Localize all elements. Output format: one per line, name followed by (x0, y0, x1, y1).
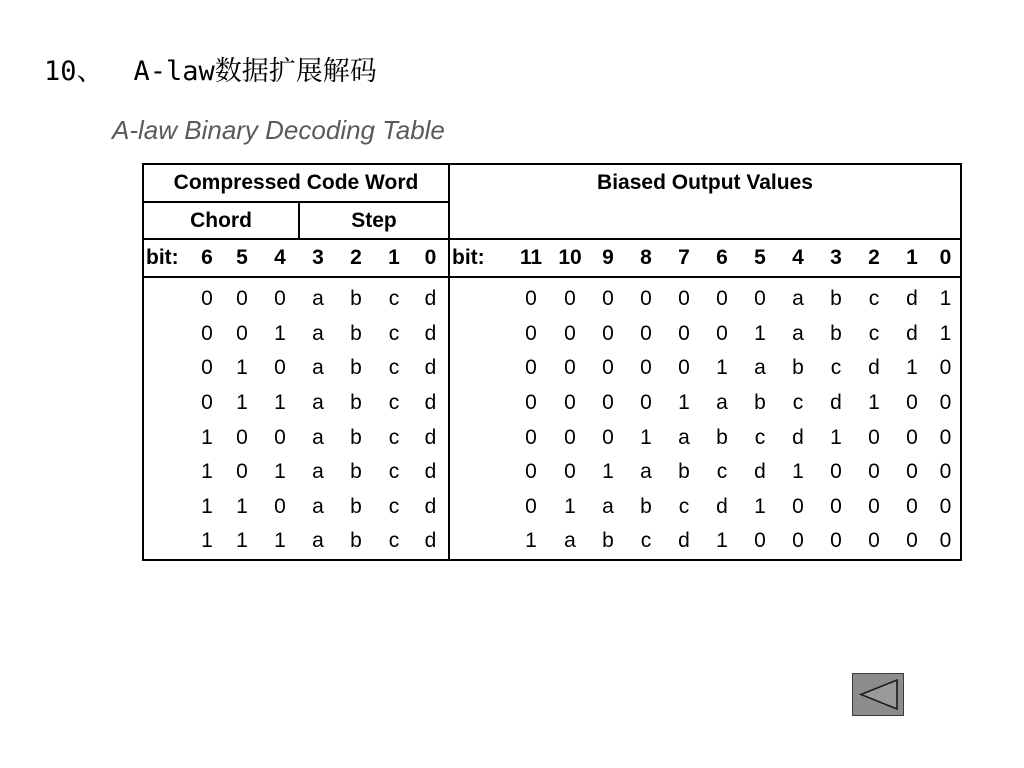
output-cell: 0 (564, 356, 576, 380)
code-cell: a (312, 460, 324, 484)
output-cell: 0 (678, 287, 690, 311)
output-cell: 1 (830, 425, 842, 449)
code-cell: b (350, 425, 362, 449)
table-row (143, 277, 961, 317)
output-cell: 0 (602, 356, 614, 380)
table-body (143, 277, 961, 560)
code-cell: c (388, 494, 400, 518)
code-cell: 1 (236, 529, 248, 553)
output-cell: 0 (602, 287, 614, 311)
code-cell: a (312, 287, 324, 311)
step-header: Step (299, 202, 449, 239)
output-cell: 0 (754, 287, 766, 311)
code-cell: d (424, 356, 437, 380)
output-cell: 0 (868, 494, 880, 518)
row-spacer (449, 490, 511, 525)
output-cell: b (602, 529, 614, 553)
code-cell: 0 (274, 494, 286, 518)
output-cell: 0 (525, 460, 537, 484)
bit-header-cell: 4 (779, 239, 817, 277)
code-cell: d (424, 460, 437, 484)
bit-header-cell: 6 (703, 239, 741, 277)
output-cell: 0 (602, 425, 614, 449)
code-cell: 0 (201, 287, 213, 311)
output-cell: 1 (678, 391, 690, 415)
row-spacer (449, 420, 511, 455)
row-spacer (143, 524, 191, 560)
code-cell: d (424, 494, 437, 518)
output-cell: b (678, 460, 690, 484)
output-cell: d (754, 460, 766, 484)
output-cell: 0 (564, 425, 576, 449)
bit-header-cell: 11 (511, 239, 551, 277)
code-cell: b (350, 529, 362, 553)
output-cell: 0 (678, 356, 690, 380)
row-spacer (449, 455, 511, 490)
output-cell: 0 (678, 321, 690, 345)
output-cell: d (792, 425, 804, 449)
output-cell: 0 (906, 391, 918, 415)
output-cell: 1 (754, 494, 766, 518)
code-cell: d (424, 321, 437, 345)
row-spacer (143, 386, 191, 421)
table-title: A-law Binary Decoding Table (112, 115, 445, 145)
output-cell: 0 (716, 287, 728, 311)
output-cell: 1 (939, 287, 952, 311)
output-cell: c (830, 356, 842, 380)
code-cell: b (350, 391, 362, 415)
output-cell: 0 (525, 321, 537, 345)
output-cell: 0 (525, 494, 537, 518)
output-cell: 1 (939, 321, 952, 345)
output-cell: 0 (868, 460, 880, 484)
output-cell: b (830, 321, 842, 345)
code-cell: c (388, 287, 400, 311)
chord-header: Chord (143, 202, 299, 239)
output-cell: 0 (939, 356, 952, 380)
output-cell: 0 (564, 287, 576, 311)
bit-header-cell: 5 (223, 239, 261, 277)
output-cell: 0 (792, 529, 804, 553)
output-cell: 0 (868, 529, 880, 553)
code-cell: b (350, 356, 362, 380)
code-cell: d (424, 425, 437, 449)
output-cell: 0 (939, 494, 952, 518)
output-cell: d (906, 287, 918, 311)
table-row (143, 317, 961, 352)
output-cell: 0 (939, 425, 952, 449)
code-cell: 1 (236, 356, 248, 380)
output-cell: b (754, 391, 766, 415)
output-cell: a (678, 425, 690, 449)
output-cell: 0 (939, 529, 952, 553)
triangle-left-icon (853, 674, 903, 715)
bit-header-cell: 3 (299, 239, 337, 277)
code-cell: 1 (201, 529, 213, 553)
decoding-table (142, 163, 962, 561)
code-cell: b (350, 460, 362, 484)
bit-header-cell: 2 (855, 239, 893, 277)
output-cell: 0 (906, 460, 918, 484)
bit-header-cell: 6 (191, 239, 223, 277)
output-cell: d (868, 356, 880, 380)
code-cell: 1 (201, 494, 213, 518)
output-cell: 1 (640, 425, 652, 449)
output-cell: d (830, 391, 842, 415)
code-cell: 0 (274, 287, 286, 311)
table-row (143, 455, 961, 490)
code-cell: b (350, 494, 362, 518)
output-cell: c (678, 494, 690, 518)
output-cell: a (716, 391, 728, 415)
output-cell: 0 (525, 356, 537, 380)
output-cell: c (640, 529, 652, 553)
output-cell: 0 (564, 391, 576, 415)
output-cell: a (602, 494, 614, 518)
table-row (143, 420, 961, 455)
row-spacer (449, 524, 511, 560)
output-cell: a (792, 321, 804, 345)
output-cell: 0 (640, 391, 652, 415)
output-cell: 0 (939, 391, 952, 415)
bit-header-cell: 0 (931, 239, 961, 277)
code-cell: d (424, 391, 437, 415)
output-cell: 0 (716, 321, 728, 345)
bit-header-cell: 1 (893, 239, 931, 277)
code-cell: d (424, 287, 437, 311)
code-cell: 0 (201, 321, 213, 345)
code-cell: 1 (201, 460, 213, 484)
output-cell: 0 (792, 494, 804, 518)
output-cell: 1 (525, 529, 537, 553)
slide-title-text: A-law数据扩展解码 (133, 56, 377, 87)
group-header-row (143, 164, 961, 202)
output-cell: 0 (830, 529, 842, 553)
output-cell: 0 (830, 460, 842, 484)
bit-header-cell: 7 (665, 239, 703, 277)
output-cell: b (716, 425, 728, 449)
bit-header-cell: 1 (375, 239, 413, 277)
bit-header-row (143, 239, 961, 277)
code-cell: a (312, 391, 324, 415)
bit-header-cell: 3 (817, 239, 855, 277)
bit-header-cell: 8 (627, 239, 665, 277)
code-cell: 0 (236, 425, 248, 449)
output-cell: 0 (830, 494, 842, 518)
slide-number: 10、 (44, 56, 104, 87)
output-cell: 0 (564, 321, 576, 345)
output-cell: 0 (906, 494, 918, 518)
output-cell: 0 (754, 529, 766, 553)
bit-header-cell: 2 (337, 239, 375, 277)
output-cell: 0 (602, 391, 614, 415)
row-spacer (143, 351, 191, 386)
table-row (143, 351, 961, 386)
code-cell: a (312, 494, 324, 518)
code-cell: c (388, 356, 400, 380)
output-cell: 1 (792, 460, 804, 484)
output-cell: c (716, 460, 728, 484)
back-button[interactable] (852, 673, 904, 716)
code-cell: 1 (274, 391, 286, 415)
bit-header-cell: 0 (413, 239, 449, 277)
code-cell: 0 (274, 356, 286, 380)
code-cell: c (388, 460, 400, 484)
code-cell: c (388, 529, 400, 553)
row-spacer (143, 420, 191, 455)
code-cell: 1 (201, 425, 213, 449)
code-cell: a (312, 529, 324, 553)
bit-label-left: bit: (143, 239, 191, 277)
output-cell: 0 (525, 287, 537, 311)
output-cell: 0 (640, 356, 652, 380)
code-cell: a (312, 356, 324, 380)
output-cell: d (678, 529, 690, 553)
row-spacer (143, 317, 191, 352)
output-cell: 1 (602, 460, 614, 484)
row-spacer (449, 277, 511, 317)
code-cell: d (424, 529, 437, 553)
compressed-code-word-header: Compressed Code Word (143, 164, 449, 202)
code-cell: 0 (274, 425, 286, 449)
code-cell: 0 (201, 356, 213, 380)
bit-header-cell: 10 (551, 239, 589, 277)
output-cell: 0 (602, 321, 614, 345)
output-cell: a (564, 529, 576, 553)
code-cell: c (388, 425, 400, 449)
code-cell: a (312, 321, 324, 345)
output-cell: 0 (906, 529, 918, 553)
output-cell: c (792, 391, 804, 415)
output-cell: d (716, 494, 728, 518)
output-cell: c (868, 287, 880, 311)
code-cell: 1 (236, 391, 248, 415)
slide-title (44, 52, 377, 92)
code-cell: 1 (236, 494, 248, 518)
output-cell: 0 (640, 321, 652, 345)
bit-header-cell: 9 (589, 239, 627, 277)
code-cell: 0 (236, 321, 248, 345)
code-cell: b (350, 321, 362, 345)
code-cell: 1 (274, 460, 286, 484)
output-cell: 0 (939, 460, 952, 484)
code-cell: c (388, 391, 400, 415)
code-cell: 0 (236, 460, 248, 484)
row-spacer (449, 386, 511, 421)
row-spacer (449, 317, 511, 352)
bit-label-right: bit: (449, 239, 511, 277)
output-cell: a (792, 287, 804, 311)
output-cell: b (640, 494, 652, 518)
row-spacer (143, 490, 191, 525)
output-cell: 1 (716, 356, 728, 380)
output-cell: d (906, 321, 918, 345)
output-cell: a (640, 460, 652, 484)
output-cell: 1 (868, 391, 880, 415)
output-cell: c (868, 321, 880, 345)
code-cell: c (388, 321, 400, 345)
biased-output-values-header: Biased Output Values (449, 164, 961, 239)
code-cell: a (312, 425, 324, 449)
output-cell: b (830, 287, 842, 311)
output-cell: 0 (564, 460, 576, 484)
row-spacer (449, 351, 511, 386)
output-cell: 0 (906, 425, 918, 449)
code-cell: 1 (274, 529, 286, 553)
output-cell: c (754, 425, 766, 449)
table-row (143, 386, 961, 421)
output-cell: 1 (754, 321, 766, 345)
output-cell: 0 (868, 425, 880, 449)
code-cell: 1 (274, 321, 286, 345)
output-cell: 0 (525, 391, 537, 415)
output-cell: 1 (906, 356, 918, 380)
output-cell: 1 (716, 529, 728, 553)
code-cell: 0 (236, 287, 248, 311)
code-cell: b (350, 287, 362, 311)
table-row (143, 524, 961, 560)
output-cell: b (792, 356, 804, 380)
bit-header-cell: 5 (741, 239, 779, 277)
output-cell: 1 (564, 494, 576, 518)
row-spacer (143, 277, 191, 317)
bit-header-cell: 4 (261, 239, 299, 277)
table-row (143, 490, 961, 525)
row-spacer (143, 455, 191, 490)
output-cell: a (754, 356, 766, 380)
output-cell: 0 (525, 425, 537, 449)
code-cell: 0 (201, 391, 213, 415)
output-cell: 0 (640, 287, 652, 311)
